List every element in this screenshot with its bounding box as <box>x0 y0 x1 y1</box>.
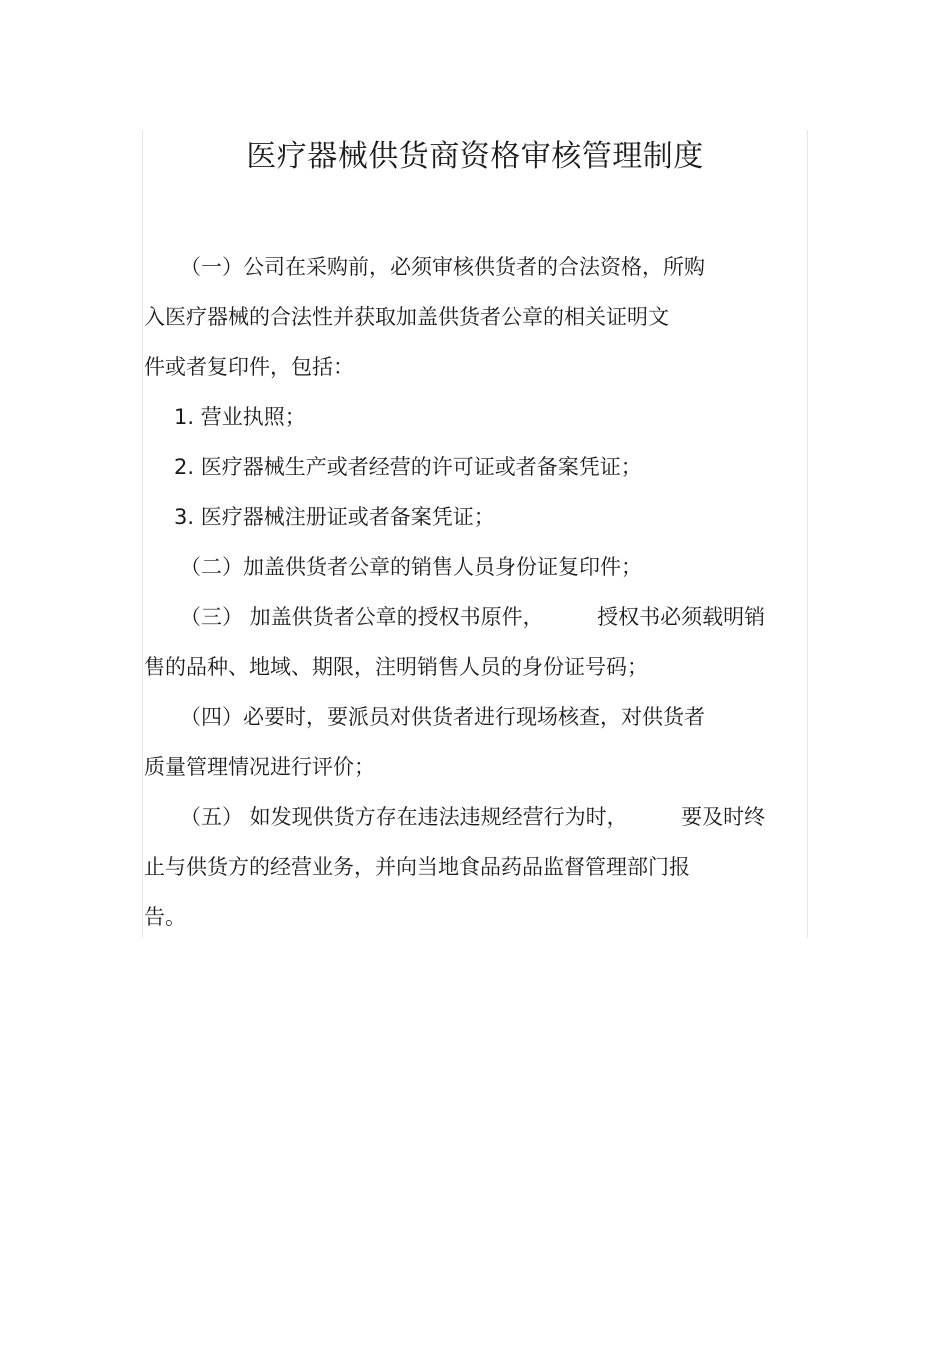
paragraph-line: 告。 <box>144 905 186 929</box>
paragraph-line: 入医疗器械的合法性并获取加盖供货者公章的相关证明文 <box>144 305 669 329</box>
paragraph-line: 止与供货方的经营业务，并向当地食品药品监督管理部门报 <box>144 855 690 879</box>
paragraph-line: （五） 如发现供货方存在违法违规经营行为时， 要及时终 <box>180 805 766 829</box>
paragraph-line: （二）加盖供货者公章的销售人员身份证复印件； <box>180 555 642 579</box>
list-item: 2. 医疗器械生产或者经营的许可证或者备案凭证； <box>174 455 642 479</box>
paragraph-line: （四）必要时，要派员对供货者进行现场核查，对供货者 <box>180 705 705 729</box>
paragraph-line: （三） 加盖供货者公章的授权书原件， 授权书必须载明销 <box>180 605 766 629</box>
list-item: 1. 营业执照； <box>174 405 306 429</box>
paragraph-line: 售的品种、地域、期限，注明销售人员的身份证号码； <box>144 655 648 679</box>
list-item: 3. 医疗器械注册证或者备案凭证； <box>174 505 495 529</box>
paragraph-line: （一）公司在采购前，必须审核供货者的合法资格，所购 <box>180 255 705 279</box>
paragraph-line: 质量管理情况进行评价； <box>144 755 375 779</box>
document-title: 医疗器械供货商资格审核管理制度 <box>246 139 704 174</box>
paragraph-line: 件或者复印件，包括： <box>144 355 354 379</box>
